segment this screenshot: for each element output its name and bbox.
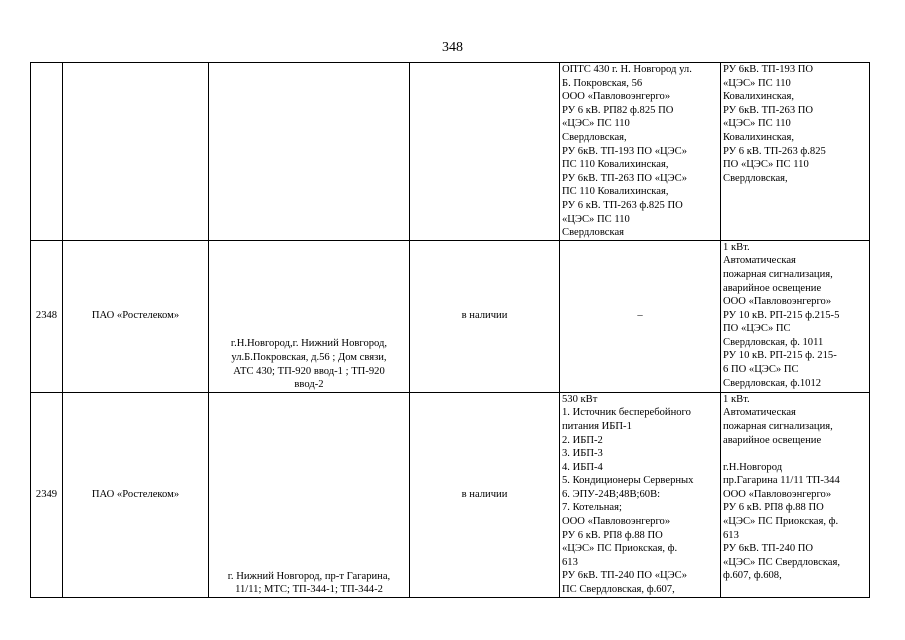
cell-line: ПС Свердловская, ф.607, (562, 584, 675, 596)
cell-line: «ЦЭС» ПС Приокская, ф. (723, 516, 839, 528)
equipment-table (30, 62, 870, 598)
table-row (31, 240, 870, 392)
backup-supply-cell (721, 240, 870, 392)
cell-line: 613 (562, 556, 578, 568)
organization-cell: ПАО «Ростелеком» (63, 392, 209, 597)
cell-line: ООО «Павловоэнгерго» (562, 91, 671, 103)
cell-line: РУ 6 кВ. РП82 ф.825 ПО (562, 104, 674, 116)
cell-line: г.Н.Новгород,г. Нижний Новгород, (230, 338, 388, 350)
cell-line: 2. ИБП-2 (562, 434, 603, 446)
cell-line: 1 кВт. (723, 393, 750, 405)
organization-cell (63, 63, 209, 241)
cell-line: РУ 10 кВ. РП-215 ф. 215- (723, 350, 837, 362)
power-supply-cell (560, 240, 721, 392)
cell-line: 5. Кондиционеры Серверных (562, 475, 694, 487)
cell-line: Свердловская (562, 227, 625, 239)
cell-line: РУ 6кВ. ТП-263 ПО «ЦЭС» (562, 172, 688, 184)
cell-line: ОПТС 430 г. Н. Новгород ул. (562, 64, 692, 75)
cell-line: РУ 6кВ. ТП-193 ПО (723, 64, 814, 75)
cell-line: РУ 6 кВ. РП8 ф.88 ПО (723, 502, 824, 514)
cell-line: 1 кВт. (723, 241, 750, 253)
cell-line: Ковалихинская, (723, 131, 794, 143)
cell-line: РУ 6кВ. ТП-263 ПО (723, 104, 814, 116)
cell-line: РУ 6 кВ. ТП-263 ф.825 (723, 145, 826, 157)
cell-line: 6. ЭПУ-24В;48В;60В: (562, 488, 661, 500)
cell-line: аварийное освещение (723, 434, 822, 446)
cell-line: ООО «Павловоэнгерго» (723, 296, 832, 308)
power-supply-cell (560, 392, 721, 597)
cell-line: пр.Гагарина 11/11 ТП-344 (723, 475, 840, 487)
status-cell (410, 63, 560, 241)
backup-supply-cell (721, 392, 870, 597)
backup-supply-cell (721, 63, 870, 241)
cell-line: г.Н.Новгород (723, 461, 783, 473)
status-cell: в наличии (410, 392, 560, 597)
address-cell (209, 240, 410, 392)
cell-line: «ЦЭС» ПС 110 (562, 118, 630, 130)
status-cell: в наличии (410, 240, 560, 392)
cell-line: ООО «Павловоэнгерго» (562, 516, 671, 528)
cell-line: ПО «ЦЭС» ПС 110 (723, 159, 809, 171)
cell-line: г. Нижний Новгород, пр-т Гагарина, (227, 570, 391, 582)
cell-line: Автоматическая (723, 255, 796, 267)
cell-line: АТС 430; ТП-920 ввод-1 ; ТП-920 (233, 365, 385, 377)
cell-line: ф.607, ф.608, (723, 570, 782, 582)
cell-line: 6 ПО «ЦЭС» ПС (723, 364, 799, 376)
cell-line: аварийное освещение (723, 282, 822, 294)
cell-line: «ЦЭС» ПС Приокская, ф. (562, 543, 678, 555)
cell-line: 530 кВт (562, 393, 598, 405)
cell-line: – (637, 310, 643, 322)
cell-line: ввод-2 (294, 379, 324, 391)
cell-line: «ЦЭС» ПС Свердловская, (723, 556, 841, 568)
cell-line: «ЦЭС» ПС 110 (562, 213, 630, 225)
cell-line: РУ 6кВ. ТП-193 ПО «ЦЭС» (562, 145, 688, 157)
cell-line: ПС 110 Ковалихинская, (562, 159, 669, 171)
cell-line: ООО «Павловоэнгерго» (723, 488, 832, 500)
row-number-cell: 2348 (31, 240, 63, 392)
cell-line: РУ 10 кВ. РП-215 ф.215-5 (723, 309, 840, 321)
cell-line: пожарная сигнализация, (723, 420, 833, 432)
cell-line: РУ 6 кВ. ТП-263 ф.825 ПО (562, 199, 683, 211)
cell-line: 7. Котельная; (562, 502, 622, 514)
cell-line: ПО «ЦЭС» ПС (723, 323, 791, 335)
cell-line: «ЦЭС» ПС 110 (723, 77, 791, 89)
cell-line: 4. ИБП-4 (562, 461, 603, 473)
cell-line: 3. ИБП-3 (562, 448, 603, 460)
address-cell (209, 63, 410, 241)
organization-cell: ПАО «Ростелеком» (63, 240, 209, 392)
cell-line: Свердловская, ф.1012 (723, 377, 822, 389)
page-number: 348 (442, 40, 463, 55)
address-cell (209, 392, 410, 597)
cell-line: Ковалихинская, (723, 91, 794, 103)
cell-line: Свердловская, ф. 1011 (723, 336, 824, 348)
row-number-cell (31, 63, 63, 241)
cell-line: 1. Источник бесперебойного (562, 407, 691, 419)
cell-line: ПС 110 Ковалихинская, (562, 186, 669, 198)
cell-line: «ЦЭС» ПС 110 (723, 118, 791, 130)
table-row (31, 392, 870, 597)
cell-line: питания ИБП-1 (562, 420, 632, 432)
cell-line: 11/11; МТС; ТП-344-1; ТП-344-2 (235, 584, 383, 596)
cell-line: Б. Покровская, 56 (562, 77, 643, 89)
cell-line: РУ 6кВ. ТП-240 ПО (723, 543, 814, 555)
cell-line: РУ 6 кВ. РП8 ф.88 ПО (562, 529, 663, 541)
cell-line: РУ 6кВ. ТП-240 ПО «ЦЭС» (562, 570, 688, 582)
cell-line: Свердловская, (723, 172, 788, 184)
row-number-cell: 2349 (31, 392, 63, 597)
cell-line (723, 447, 867, 461)
cell-line: Автоматическая (723, 407, 796, 419)
cell-line: ул.Б.Покровская, д.56 ; Дом связи, (231, 351, 387, 363)
cell-line: пожарная сигнализация, (723, 268, 833, 280)
cell-line: Свердловская, (562, 131, 627, 143)
table-row (31, 63, 870, 241)
power-supply-cell (560, 63, 721, 241)
cell-line: 613 (723, 529, 739, 541)
